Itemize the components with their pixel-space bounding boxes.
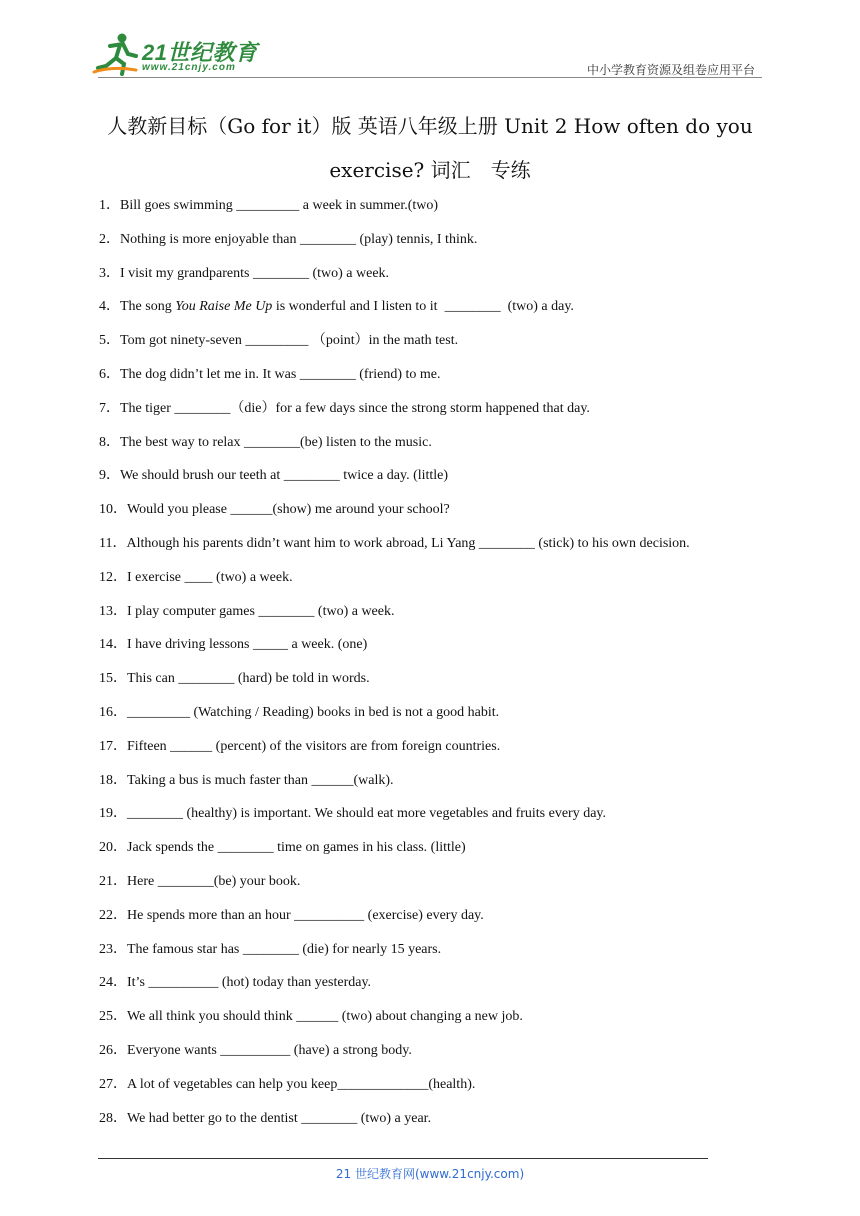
item-number: 23．	[99, 941, 127, 957]
header-platform-text: 中小学教育资源及组卷应用平台	[586, 63, 755, 77]
item-number: 6．	[99, 366, 120, 382]
item-text: The tiger ________（die）for a few days since the strong storm happened that day.	[120, 400, 590, 416]
exercise-item	[99, 1109, 799, 1143]
exercise-item	[99, 940, 799, 974]
item-number: 1．	[99, 198, 120, 213]
item-number: 3．	[99, 265, 120, 281]
exercise-item	[99, 669, 799, 703]
item-text: A lot of vegetables can help you keep_____________(health).	[127, 1076, 476, 1092]
header-divider	[98, 77, 762, 78]
exercise-item	[99, 500, 799, 534]
item-text: Nothing is more enjoyable than ________ (play) tennis, I think.	[120, 231, 478, 247]
item-text: ________ (healthy) is important. We should eat more vegetables and fruits every day.	[127, 806, 607, 822]
item-number: 10．	[99, 502, 127, 518]
item-number: 24．	[99, 975, 127, 991]
exercise-item	[99, 230, 799, 264]
item-number: 18．	[99, 772, 127, 788]
item-number: 7．	[99, 400, 120, 416]
exercise-item	[99, 196, 799, 230]
item-text: I have driving lessons _____ a week. (one)	[127, 637, 368, 653]
item-text: The famous star has ________ (die) for nearly 15 years.	[127, 941, 442, 957]
item-number: 20．	[99, 840, 127, 856]
item-text: Bill goes swimming _________ a week in summer.(two)	[120, 198, 439, 213]
item-number: 19．	[99, 806, 127, 822]
item-number: 28．	[99, 1110, 127, 1126]
exercise-list	[99, 196, 799, 1142]
item-text: Tom got ninety-seven _________ （point）in the math test.	[120, 333, 459, 349]
exercise-item	[99, 365, 799, 399]
item-text: He spends more than an hour __________ (exercise) every day.	[127, 907, 484, 923]
exercise-item	[99, 804, 799, 838]
item-text: It’s __________ (hot) today than yesterday.	[127, 975, 372, 991]
item-text: The dog didn’t let me in. It was ________ (friend) to me.	[120, 366, 441, 382]
exercise-item	[99, 1007, 799, 1041]
item-text: This can ________ (hard) be told in words.	[127, 671, 370, 687]
item-text: We should brush our teeth at ________ twice a day. (little)	[120, 468, 449, 484]
exercise-item	[99, 466, 799, 500]
item-number: 2．	[99, 231, 120, 247]
exercise-item	[99, 1075, 799, 1109]
exercise-item	[99, 635, 799, 669]
exercise-item	[99, 297, 799, 331]
item-number: 26．	[99, 1042, 127, 1058]
exercise-item	[99, 602, 799, 636]
item-number: 9．	[99, 468, 120, 484]
item-text: Fifteen ______ (percent) of the visitors are from foreign countries.	[127, 738, 501, 754]
footer-link[interactable]: 21 世纪教育网(www.21cnjy.com)	[335, 1167, 525, 1181]
item-text: I play computer games ________ (two) a week.	[127, 603, 395, 619]
item-number: 14．	[99, 637, 127, 653]
page-title-line-1: 人教新目标（Go for it）版 英语八年级上册 Unit 2 How often do you	[107, 114, 753, 138]
page-title-line-2: exercise? 词汇 专练	[329, 158, 531, 182]
runner-icon	[92, 32, 140, 78]
exercise-item	[99, 703, 799, 737]
item-text-post: is wonderful and I listen to it ________ (two) a day.	[272, 299, 574, 315]
item-text: I visit my grandparents ________ (two) a week.	[120, 265, 390, 281]
item-number: 4．	[99, 299, 120, 315]
logo-url: www.21cnjy.com	[142, 62, 236, 73]
exercise-item	[99, 331, 799, 365]
item-text: I exercise ____ (two) a week.	[127, 569, 293, 585]
song-title: You Raise Me Up	[175, 299, 273, 315]
item-text: _________ (Watching / Reading) books in bed is not a good habit.	[127, 704, 500, 720]
logo-text: 21世纪教育	[142, 40, 258, 65]
exercise-item	[99, 973, 799, 1007]
item-text: Jack spends the ________ time on games in his class. (little)	[127, 840, 466, 856]
item-text: Everyone wants __________ (have) a strong body.	[127, 1042, 412, 1058]
exercise-item	[99, 737, 799, 771]
site-logo	[92, 32, 262, 78]
exercise-item	[99, 872, 799, 906]
item-text: The best way to relax ________(be) listen to the music.	[120, 434, 432, 450]
exercise-item	[99, 906, 799, 940]
exercise-item	[99, 433, 799, 467]
item-text: Taking a bus is much faster than ______(walk).	[127, 772, 394, 788]
exercise-item	[99, 399, 799, 433]
item-number: 21．	[99, 873, 127, 889]
exercise-item	[99, 771, 799, 805]
exercise-item	[99, 1041, 799, 1075]
item-number: 17．	[99, 738, 127, 754]
exercise-item	[99, 568, 799, 602]
item-text: Here ________(be) your book.	[127, 873, 301, 889]
item-number: 15．	[99, 671, 127, 687]
item-text: Although his parents didn’t want him to work abroad, Li Yang ________ (stick) to his own decision.	[126, 535, 690, 551]
item-text: We had better go to the dentist ________ (two) a year.	[127, 1110, 432, 1126]
item-text: Would you please ______(show) me around your school?	[127, 502, 450, 518]
item-number: 13．	[99, 603, 127, 619]
item-number: 5．	[99, 333, 120, 349]
item-number: 22．	[99, 907, 127, 923]
exercise-item	[99, 534, 799, 568]
exercise-item	[99, 264, 799, 298]
item-number: 12．	[99, 569, 127, 585]
item-number: 27．	[99, 1076, 127, 1092]
item-number: 25．	[99, 1009, 127, 1025]
item-number: 11．	[99, 535, 127, 551]
item-text-pre: The song	[120, 299, 176, 315]
exercise-item	[99, 838, 799, 872]
item-number: 8．	[99, 434, 120, 450]
footer-divider	[98, 1158, 708, 1159]
item-number: 16．	[99, 704, 127, 720]
item-text: We all think you should think ______ (two) about changing a new job.	[127, 1009, 523, 1025]
